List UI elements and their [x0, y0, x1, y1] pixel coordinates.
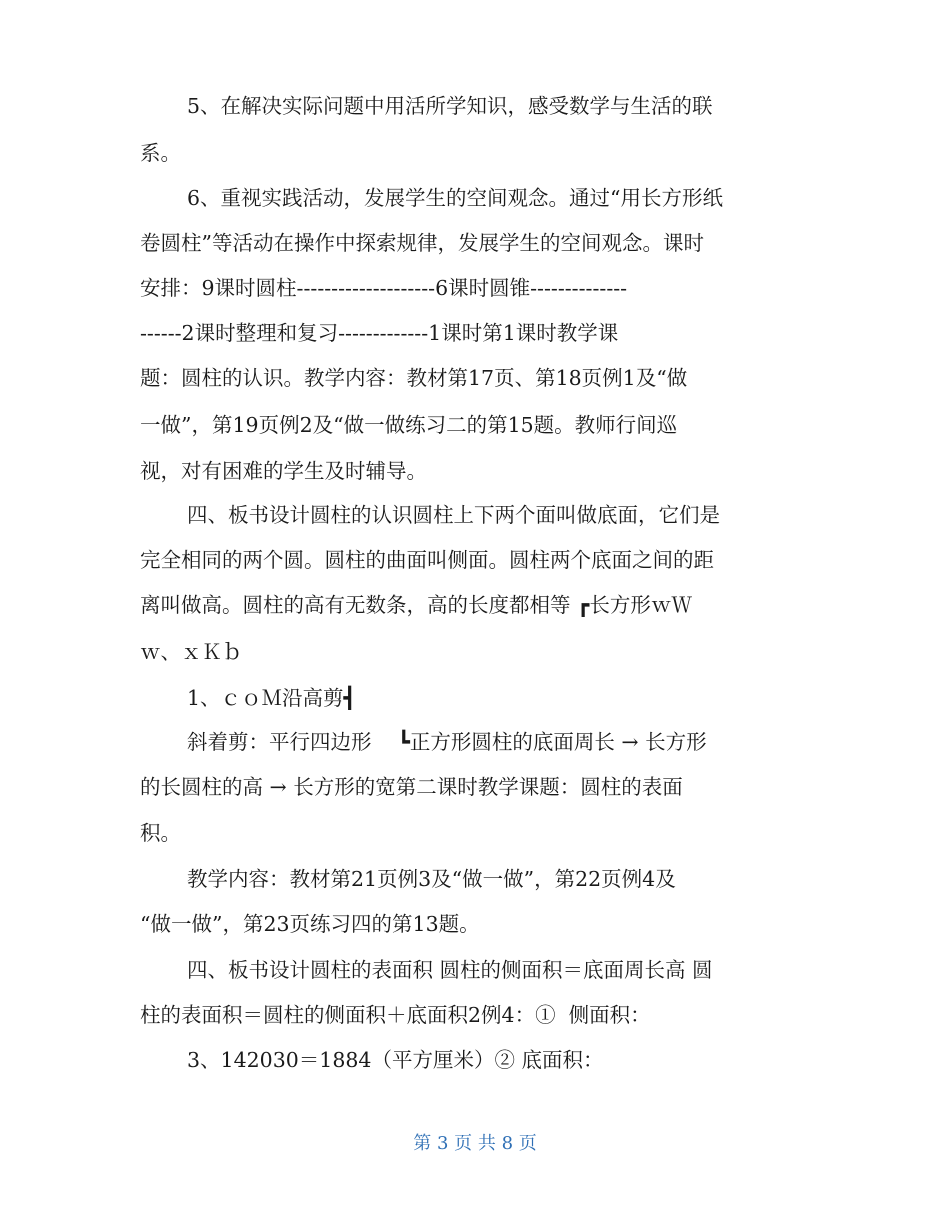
text-line: 离叫做高。圆柱的高有无数条，高的长度都相等 ┏长方形ｗＷ [140, 593, 692, 617]
text-line: 教学内容：教材第21页例3及“做一做”，第22页例4及 [187, 867, 676, 891]
text-line: 柱的表面积＝圆柱的侧面积＋底面积2例4：① 侧面积： [140, 1003, 651, 1027]
text-line: 一做”，第19页例2及“做一做练习二的第15题。教师行间巡 [140, 413, 678, 437]
text-line: 的长圆柱的高 → 长方形的宽第二课时教学课题：圆柱的表面 [140, 775, 683, 799]
text-line: 题：圆柱的认识。教学内容：教材第17页、第18页例1及“做 [140, 366, 688, 390]
text-line: 安排：9课时圆柱--------------------6课时圆锥-------------- [140, 276, 628, 300]
text-line: 四、板书设计圆柱的表面积 圆柱的侧面积＝底面周长高 圆 [187, 958, 713, 982]
text-line: 四、板书设计圆柱的认识圆柱上下两个面叫做底面，它们是 [187, 503, 720, 527]
text-line: 完全相同的两个圆。圆柱的曲面叫侧面。圆柱两个底面之间的距 [140, 548, 714, 572]
text-line: ｗ、ｘＫｂ [140, 640, 243, 664]
text-line: 积。 [140, 821, 181, 845]
text-line: 3、142030＝1884（平方厘米）② 底面积： [187, 1048, 604, 1072]
text-line: 1、ｃｏＭ沿高剪┫ [187, 686, 356, 710]
text-line: 6、重视实践活动，发展学生的空间观念。通过“用长方形纸 [187, 186, 724, 210]
text-line: “做一做”，第23页练习四的第13题。 [140, 912, 480, 936]
page-number-footer: 第 3 页 共 8 页 [413, 1133, 537, 1154]
text-line: 视，对有困难的学生及时辅导。 [140, 459, 427, 483]
text-line: 5、在解决实际问题中用活所学知识，感受数学与生活的联 [187, 94, 713, 118]
text-line: 斜着剪：平行四边形 ┗正方形圆柱的底面周长 → 长方形 [187, 730, 707, 754]
text-line: 卷圆柱”等活动在操作中探索规律，发展学生的空间观念。课时 [140, 231, 704, 255]
text-line: 系。 [140, 141, 181, 165]
text-line: ------2课时整理和复习-------------1课时第1课时教学课 [140, 321, 619, 345]
